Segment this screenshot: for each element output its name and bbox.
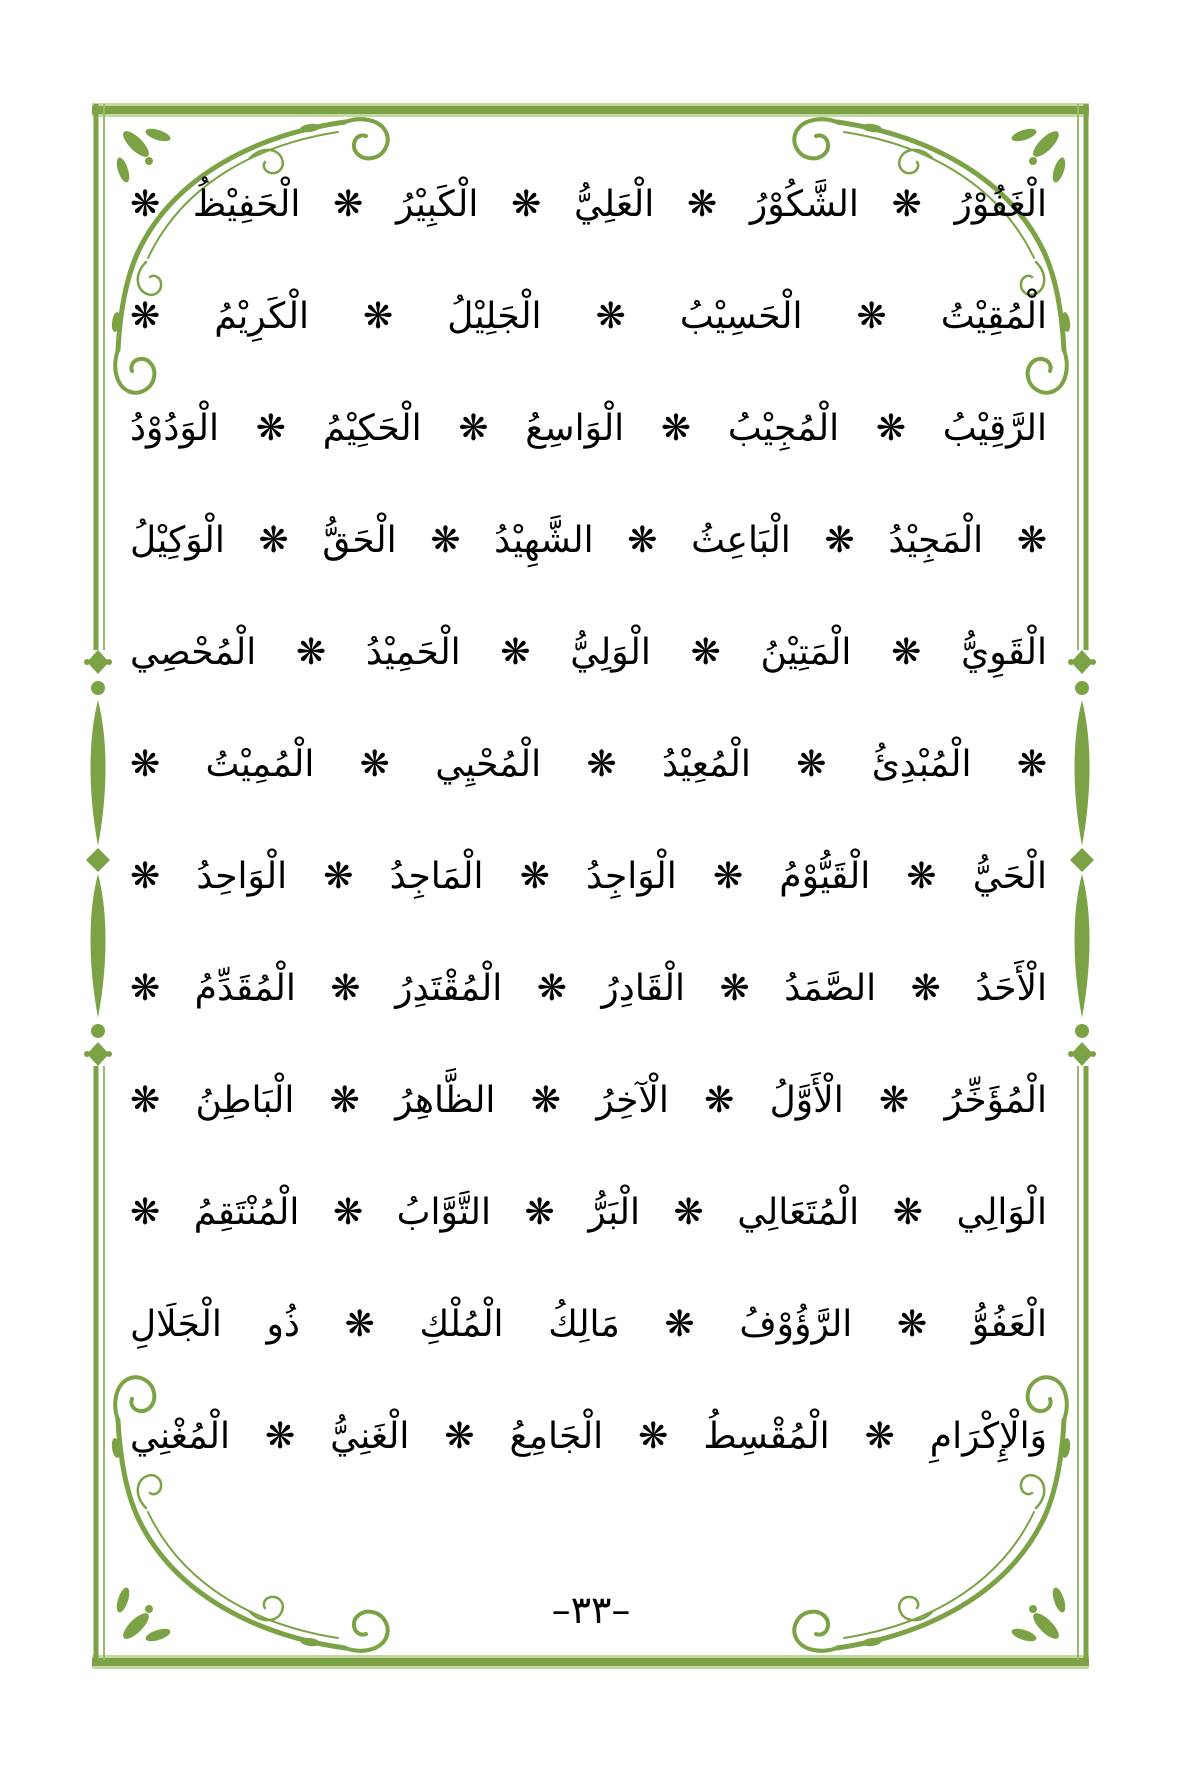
bottom-border	[92, 1655, 1089, 1669]
left-spindle-ornament-icon	[84, 650, 112, 1066]
names-line-5: الْقَوِيُّ ❋ الْمَتِيْنُ ❋ الْوَلِيُّ ❋ الْحَمِيْدُ ❋ الْمُحْصِي	[130, 632, 1047, 673]
right-spindle-ornament-icon	[1068, 650, 1096, 1066]
names-line-2: الْمُقِيْتُ ❋ الْحَسِيْبُ ❋ الْجَلِيْلُ ❋ الْكَرِيْمُ ❋	[130, 296, 1047, 337]
page-number: –٣٣–	[551, 1588, 631, 1632]
names-line-10: الْوَالِي ❋ الْمُتَعَالِي ❋ الْبَرُّ ❋ التَّوَّابُ ❋ الْمُنْتَقِمُ ❋	[130, 1192, 1047, 1233]
names-line-11: الْعَفُوُّ ❋ الرَّؤُوْفُ ❋ مَالِكُ الْمُلْكِ ❋ ذُو الْجَلَالِ	[130, 1304, 1047, 1345]
top-border	[92, 103, 1089, 117]
names-line-1: الْغَفُوْرُ ❋ الشَّكُوْرُ ❋ الْعَلِيُّ ❋ الْكَبِيْرُ ❋ الْحَفِيْظُ ❋	[130, 184, 1047, 225]
names-line-9: الْمُؤَخِّرُ ❋ الْأَوَّلُ ❋ الْآخِرُ ❋ الظَّاهِرُ ❋ الْبَاطِنُ ❋	[130, 1080, 1047, 1121]
names-line-8: الْأَحَدُ ❋ الصَّمَدُ ❋ الْقَادِرُ ❋ الْمُقْتَدِرُ ❋ الْمُقَدِّمُ ❋	[130, 968, 1047, 1009]
names-line-3: الرَّقِيْبُ ❋ الْمُجِيْبُ ❋ الْوَاسِعُ ❋ الْحَكِيْمُ ❋ الْوَدُوْدُ	[130, 408, 1047, 449]
names-line-4: ❋ الْمَجِيْدُ ❋ الْبَاعِثُ ❋ الشَّهِيْدُ ❋ الْحَقُّ ❋ الْوَكِيْلُ	[130, 520, 1047, 561]
names-line-6: ❋ الْمُبْدِئُ ❋ الْمُعِيْدُ ❋ الْمُحْيِي ❋ الْمُمِيْتُ ❋	[130, 744, 1047, 785]
names-line-7: الْحَيُّ ❋ الْقَيُّوْمُ ❋ الْوَاجِدُ ❋ الْمَاجِدُ ❋ الْوَاحِدُ ❋	[130, 856, 1047, 897]
names-list	[130, 149, 1047, 1493]
names-line-12: وَالْإِكْرَامِ ❋ الْمُقْسِطُ ❋ الْجَامِعُ ❋ الْغَنِيُّ ❋ الْمُغْنِي	[130, 1416, 1047, 1457]
